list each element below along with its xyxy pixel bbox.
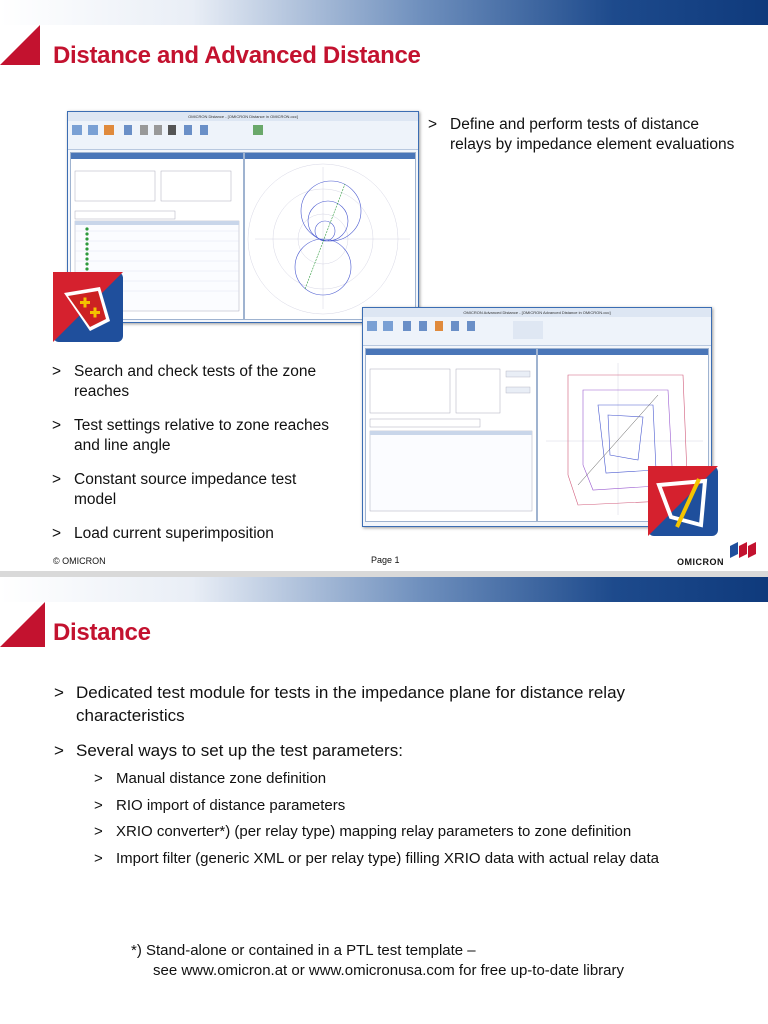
bullet-text: Test settings relative to zone reaches and line angle	[74, 417, 330, 454]
bullet-marker: >	[94, 823, 103, 840]
screenshot-ribbon	[68, 121, 418, 150]
bullet-marker: >	[94, 797, 103, 814]
ribbon-icons	[363, 317, 709, 345]
sub-bullet-rio-import	[94, 796, 716, 816]
omicron-logo-text: OMICRON	[677, 557, 724, 567]
bullet-marker: >	[428, 116, 438, 133]
bullet-marker: >	[52, 417, 62, 434]
screenshot-window-title: OMICRON Distance - [OMICRON Distance in OMICRON.occ]	[68, 112, 418, 121]
red-corner-accent	[0, 602, 45, 647]
bullet-text: XRIO converter*) (per relay type) mapping relay parameters to zone definition	[116, 823, 632, 840]
bullet-text: Search and check tests of the zone reaches	[74, 363, 317, 400]
bullet-marker: >	[94, 770, 103, 787]
slide-title: Distance and Advanced Distance	[53, 42, 421, 69]
bullet-marker: >	[52, 363, 62, 380]
bullet-text: RIO import of distance parameters	[116, 797, 346, 814]
header-bar	[0, 0, 768, 25]
bullet-text: Several ways to set up the test parameters:	[76, 741, 403, 760]
sub-bullet-manual-zone	[94, 769, 716, 789]
bullet-marker: >	[52, 525, 62, 542]
bullet-marker: >	[52, 471, 62, 488]
bullet-text: Manual distance zone definition	[116, 770, 327, 787]
bullet-test-settings	[52, 416, 334, 456]
slide-title: Distance	[53, 619, 151, 646]
bullet-text: Load current superimposition	[74, 525, 274, 542]
sub-bullet-import-filter	[94, 849, 716, 869]
impedance-plane-graphic	[245, 159, 415, 317]
ribbon-icons	[68, 121, 416, 149]
bullet-text: Dedicated test module for tests in the impedance plane for distance relay characteristics	[76, 683, 626, 725]
bullet-marker: >	[54, 741, 64, 760]
bullet-text: Define and perform tests of distance relays by impedance element evaluations	[450, 116, 735, 153]
bullet-text: Import filter (generic XML or per relay type) filling XRIO data with actual relay data	[116, 850, 660, 867]
test-view-pane	[365, 348, 537, 522]
bullet-load-current	[52, 524, 354, 544]
bullet-define-tests	[428, 115, 740, 155]
footer-page-number: Page 1	[371, 555, 400, 565]
bullet-source-impedance	[52, 470, 339, 510]
slide-2	[0, 577, 768, 1024]
sub-bullet-xrio-converter	[94, 822, 716, 842]
bullet-dedicated-module	[54, 681, 716, 727]
bullet-several-ways	[54, 739, 716, 762]
screenshot-window-title: OMICRON Advanced Distance - [OMICRON Advanced Distance in OMICRON.occ]	[363, 308, 711, 317]
omicron-logo-icon	[730, 542, 756, 558]
footer-copyright: © OMICRON	[53, 556, 106, 566]
footnote-line-2: see www.omicron.at or www.omicronusa.com for free up-to-date library	[153, 962, 625, 979]
screenshot-ribbon	[363, 317, 711, 346]
bullet-text: Constant source impedance test model	[74, 471, 297, 508]
bullet-marker: >	[94, 850, 103, 867]
red-corner-accent	[0, 25, 40, 65]
test-settings-graphic	[366, 355, 536, 519]
footnote-line-1: *) Stand-alone or contained in a PTL test template –	[131, 942, 476, 959]
header-bar	[0, 577, 768, 602]
bullet-search-check	[52, 362, 364, 402]
bullet-marker: >	[54, 683, 64, 702]
advanced-distance-module-icon	[647, 465, 719, 537]
impedance-view-pane	[244, 152, 416, 320]
distance-module-icon	[52, 271, 124, 343]
